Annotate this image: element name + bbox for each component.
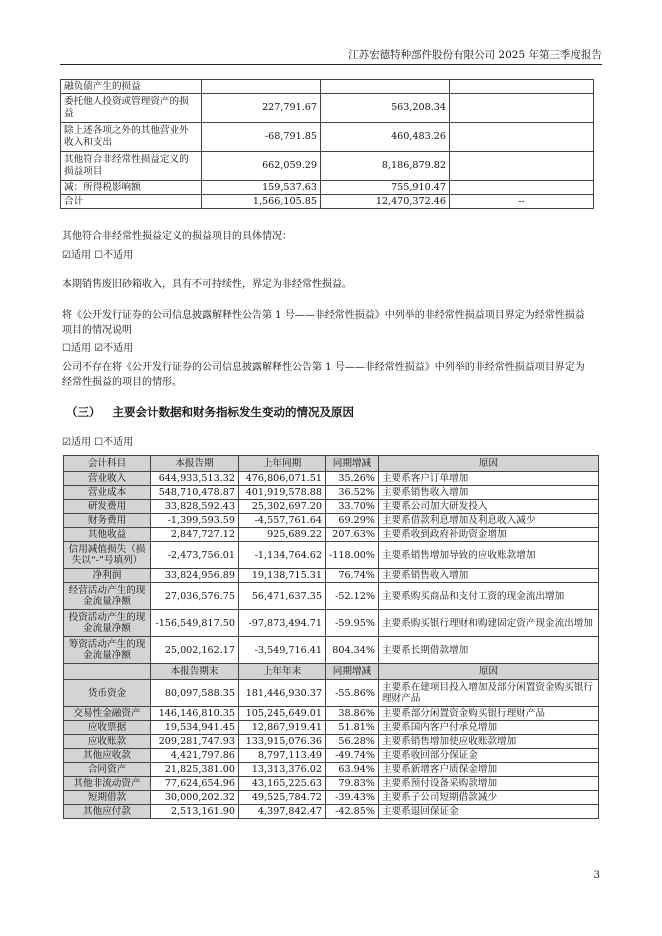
table-row bbox=[64, 637, 599, 664]
cell-account: 其他收益 bbox=[64, 528, 151, 542]
column-header-reason: 原因 bbox=[378, 456, 598, 472]
table-row bbox=[61, 181, 594, 195]
cell-reason: 主要系在建项目投入增加及部分闲置资金购买银行理财产品 bbox=[378, 680, 598, 707]
table1-cell-current: 1,566,105.85 bbox=[202, 195, 321, 209]
cell-current: -156,549,817.50 bbox=[151, 610, 239, 637]
cell-account: 应收账款 bbox=[64, 735, 151, 749]
cell-previous: 476,806,071.51 bbox=[239, 472, 326, 486]
table-row bbox=[64, 721, 599, 735]
table1-cell-item: 委托他人投资或管理资产的损益 bbox=[61, 94, 202, 123]
cell-account: 短期借款 bbox=[64, 791, 151, 805]
cell-previous: 43,165,225.63 bbox=[239, 777, 326, 791]
cell-account: 经营活动产生的现金流量净额 bbox=[64, 583, 151, 610]
cell-current: -2,473,756.01 bbox=[151, 542, 239, 569]
page-header-title: 江苏宏德特种部件股份有限公司 2025 年第三季度报告 bbox=[348, 49, 602, 61]
cell-reason: 主要系销售收入增加 bbox=[378, 569, 598, 583]
table1-cell-item: 其他符合非经常性损益定义的损益项目 bbox=[61, 152, 202, 181]
table1-cell-note bbox=[450, 123, 594, 152]
cell-previous: 19,138,715.31 bbox=[239, 569, 326, 583]
table-row bbox=[64, 514, 599, 528]
non-recurring-gains-table bbox=[60, 79, 594, 209]
table-row bbox=[64, 707, 599, 721]
cell-previous: 12,867,919.41 bbox=[239, 721, 326, 735]
table-row bbox=[64, 500, 599, 514]
table-row bbox=[64, 472, 599, 486]
cell-account: 营业成本 bbox=[64, 486, 151, 500]
table-row bbox=[64, 569, 599, 583]
cell-current: 27,036,576.75 bbox=[151, 583, 239, 610]
checkbox-applicable-2[interactable]: ☐适用 ☑不适用 bbox=[62, 343, 134, 354]
cell-previous: -4,557,761.64 bbox=[239, 514, 326, 528]
paragraph-no-reclassification: 公司不存在将《公开发行证券的公司信息披露解释性公告第 1 号——非经常性损益》中列举的非经常性损益项目界定为经常性损益的项目的情形。 bbox=[62, 362, 585, 388]
cell-account: 其他应付款 bbox=[64, 805, 151, 819]
cell-change: 33.70% bbox=[326, 500, 379, 514]
table1-cell-item: 合计 bbox=[61, 195, 202, 209]
cell-previous: 13,313,376.02 bbox=[239, 763, 326, 777]
cell-account: 合同资产 bbox=[64, 763, 151, 777]
table1-cell-item: 减：所得税影响额 bbox=[61, 181, 202, 195]
cell-reason: 主要系销售收入增加 bbox=[378, 486, 598, 500]
cell-previous: 8,797,113.49 bbox=[239, 749, 326, 763]
column-header-change: 同期增减 bbox=[326, 456, 379, 472]
cell-account: 其他非流动资产 bbox=[64, 777, 151, 791]
cell-current: 2,847,727.12 bbox=[151, 528, 239, 542]
table1-cell-ytd bbox=[321, 80, 450, 94]
cell-change: 207.63% bbox=[326, 528, 379, 542]
cell-change: -55.86% bbox=[326, 680, 379, 707]
cell-previous: 133,915,076.36 bbox=[239, 735, 326, 749]
cell-current: 2,513,161.90 bbox=[151, 805, 239, 819]
cell-reason: 主要系新增客户质保金增加 bbox=[378, 763, 598, 777]
table-row bbox=[64, 542, 599, 569]
table-row bbox=[64, 791, 599, 805]
cell-current: 33,828,592.43 bbox=[151, 500, 239, 514]
table1-cell-item: 融负债产生的损益 bbox=[61, 80, 202, 94]
table-row bbox=[64, 805, 599, 819]
column-header-current: 本报告期 bbox=[151, 456, 239, 472]
cell-current: -1,399,593.59 bbox=[151, 514, 239, 528]
cell-change: 79.83% bbox=[326, 777, 379, 791]
column-header-change: 同期增减 bbox=[326, 664, 379, 680]
table-row bbox=[64, 528, 599, 542]
cell-current: 77,624,654.96 bbox=[151, 777, 239, 791]
column-header-current: 本报告期末 bbox=[151, 664, 239, 680]
cell-change: 36.52% bbox=[326, 486, 379, 500]
cell-reason: 主要系收回部分保证金 bbox=[378, 749, 598, 763]
cell-reason: 主要系公司加大研发投入 bbox=[378, 500, 598, 514]
table-row bbox=[64, 680, 599, 707]
checkbox-applicable-1[interactable]: ☑适用 ☐不适用 bbox=[62, 250, 134, 261]
cell-account: 应收票据 bbox=[64, 721, 151, 735]
paragraph-scrap-income: 本期销售废旧砂箱收入，具有不可持续性，界定为非经常性损益。 bbox=[62, 279, 352, 290]
column-header-previous: 上年年末 bbox=[239, 664, 326, 680]
cell-change: 76.74% bbox=[326, 569, 379, 583]
cell-account: 研发费用 bbox=[64, 500, 151, 514]
cell-change: 56.28% bbox=[326, 735, 379, 749]
cell-previous: -97,873,494.71 bbox=[239, 610, 326, 637]
page-number: 3 bbox=[593, 870, 600, 881]
cell-account: 交易性金融资产 bbox=[64, 707, 151, 721]
section-heading bbox=[66, 404, 354, 420]
cell-account: 信用减值损失（损失以“-”号填列） bbox=[64, 542, 151, 569]
table-row bbox=[64, 763, 599, 777]
cell-current: 209,281,747.93 bbox=[151, 735, 239, 749]
cell-current: 19,534,941.45 bbox=[151, 721, 239, 735]
table-row bbox=[61, 94, 594, 123]
checkbox-applicable-3[interactable]: ☑适用 ☐不适用 bbox=[62, 437, 134, 448]
table1-cell-ytd: 12,470,372.46 bbox=[321, 195, 450, 209]
cell-previous: -3,549,716.41 bbox=[239, 637, 326, 664]
cell-current: 33,824,956.89 bbox=[151, 569, 239, 583]
cell-change: 38.86% bbox=[326, 707, 379, 721]
table-row bbox=[61, 195, 594, 209]
table1-cell-item: 除上述各项之外的其他营业外收入和支出 bbox=[61, 123, 202, 152]
table-row bbox=[64, 610, 599, 637]
table-row bbox=[64, 486, 599, 500]
cell-change: -42.85% bbox=[326, 805, 379, 819]
cell-account: 货币资金 bbox=[64, 680, 151, 707]
cell-previous: 401,919,578.88 bbox=[239, 486, 326, 500]
cell-reason: 主要系购买银行理财和购建固定资产现金流出增加 bbox=[378, 610, 598, 637]
cell-current: 146,146,810.35 bbox=[151, 707, 239, 721]
cell-change: -52.12% bbox=[326, 583, 379, 610]
table-header-row bbox=[64, 456, 599, 472]
table1-cell-note: -- bbox=[450, 195, 594, 209]
cell-change: -118.00% bbox=[326, 542, 379, 569]
cell-change: 63.94% bbox=[326, 763, 379, 777]
cell-reason: 主要系客户订单增加 bbox=[378, 472, 598, 486]
cell-account: 其他应收款 bbox=[64, 749, 151, 763]
cell-reason: 主要系预付设备采购款增加 bbox=[378, 777, 598, 791]
cell-change: -39.43% bbox=[326, 791, 379, 805]
cell-change: -49.74% bbox=[326, 749, 379, 763]
table-row bbox=[61, 80, 594, 94]
paragraph-other-items: 其他符合非经常性损益定义的损益项目的具体情况： bbox=[62, 231, 292, 242]
cell-account: 营业收入 bbox=[64, 472, 151, 486]
table-row bbox=[64, 583, 599, 610]
column-header-account bbox=[64, 664, 151, 680]
cell-current: 30,000,202.32 bbox=[151, 791, 239, 805]
table1-cell-current bbox=[202, 80, 321, 94]
cell-reason: 主要系长期借款增加 bbox=[378, 637, 598, 664]
cell-previous: 25,302,697.20 bbox=[239, 500, 326, 514]
table1-cell-ytd: 755,910.47 bbox=[321, 181, 450, 195]
header-divider bbox=[60, 64, 602, 65]
cell-previous: 925,689.22 bbox=[239, 528, 326, 542]
section-title: 主要会计数据和财务指标发生变动的情况及原因 bbox=[112, 405, 355, 419]
cell-reason: 主要系销售增加导致的应收账款增加 bbox=[378, 542, 598, 569]
table-row bbox=[61, 123, 594, 152]
table-row bbox=[64, 749, 599, 763]
table-header-row bbox=[64, 664, 599, 680]
cell-current: 4,421,797.86 bbox=[151, 749, 239, 763]
cell-reason: 主要系购买商品和支付工资的现金流出增加 bbox=[378, 583, 598, 610]
section-number: （三） bbox=[66, 405, 101, 419]
cell-reason: 主要系销售增加使应收账款增加 bbox=[378, 735, 598, 749]
table1-cell-current: 227,791.67 bbox=[202, 94, 321, 123]
cell-current: 25,002,162.17 bbox=[151, 637, 239, 664]
column-header-previous: 上年同期 bbox=[239, 456, 326, 472]
table1-cell-current: 159,537.63 bbox=[202, 181, 321, 195]
table1-cell-ytd: 460,483.26 bbox=[321, 123, 450, 152]
cell-previous: 181,446,930.37 bbox=[239, 680, 326, 707]
table1-cell-note bbox=[450, 80, 594, 94]
cell-change: 51.81% bbox=[326, 721, 379, 735]
paragraph-reclassification-heading: 将《公开发行证券的公司信息披露解释性公告第 1 号——非经常性损益》中列举的非经常性损益项目界定为经常性损益项目的情况说明 bbox=[62, 310, 585, 336]
cell-change: 804.34% bbox=[326, 637, 379, 664]
cell-reason: 主要系部分闲置资金购买银行理财产品 bbox=[378, 707, 598, 721]
cell-account: 净利润 bbox=[64, 569, 151, 583]
cell-reason: 主要系退回保证金 bbox=[378, 805, 598, 819]
cell-previous: 56,471,637.35 bbox=[239, 583, 326, 610]
cell-reason: 主要系国内客户付承兑增加 bbox=[378, 721, 598, 735]
cell-previous: 49,525,784.72 bbox=[239, 791, 326, 805]
table-row bbox=[64, 735, 599, 749]
table1-cell-current: 662,059.29 bbox=[202, 152, 321, 181]
cell-current: 80,097,588.35 bbox=[151, 680, 239, 707]
cell-previous: -1,134,764.62 bbox=[239, 542, 326, 569]
cell-account: 筹资活动产生的现金流量净额 bbox=[64, 637, 151, 664]
financial-changes-table bbox=[63, 455, 599, 819]
table1-cell-note bbox=[450, 94, 594, 123]
column-header-reason: 原因 bbox=[378, 664, 598, 680]
cell-current: 644,933,513.32 bbox=[151, 472, 239, 486]
column-header-account: 会计科目 bbox=[64, 456, 151, 472]
cell-reason: 主要系借款利息增加及利息收入减少 bbox=[378, 514, 598, 528]
table1-cell-note bbox=[450, 181, 594, 195]
cell-account: 财务费用 bbox=[64, 514, 151, 528]
cell-change: 69.29% bbox=[326, 514, 379, 528]
cell-current: 548,710,478.87 bbox=[151, 486, 239, 500]
cell-change: 35.26% bbox=[326, 472, 379, 486]
cell-reason: 主要系子公司短期借款减少 bbox=[378, 791, 598, 805]
cell-reason: 主要系收到政府补助资金增加 bbox=[378, 528, 598, 542]
table-row bbox=[64, 777, 599, 791]
table1-cell-ytd: 563,208.34 bbox=[321, 94, 450, 123]
table1-cell-ytd: 8,186,879.82 bbox=[321, 152, 450, 181]
table1-cell-current: -68,791.85 bbox=[202, 123, 321, 152]
cell-current: 21,825,381.00 bbox=[151, 763, 239, 777]
cell-account: 投资活动产生的现金流量净额 bbox=[64, 610, 151, 637]
cell-previous: 4,397,842.47 bbox=[239, 805, 326, 819]
cell-previous: 105,245,649.01 bbox=[239, 707, 326, 721]
table1-cell-note bbox=[450, 152, 594, 181]
table-row bbox=[61, 152, 594, 181]
cell-change: -59.95% bbox=[326, 610, 379, 637]
